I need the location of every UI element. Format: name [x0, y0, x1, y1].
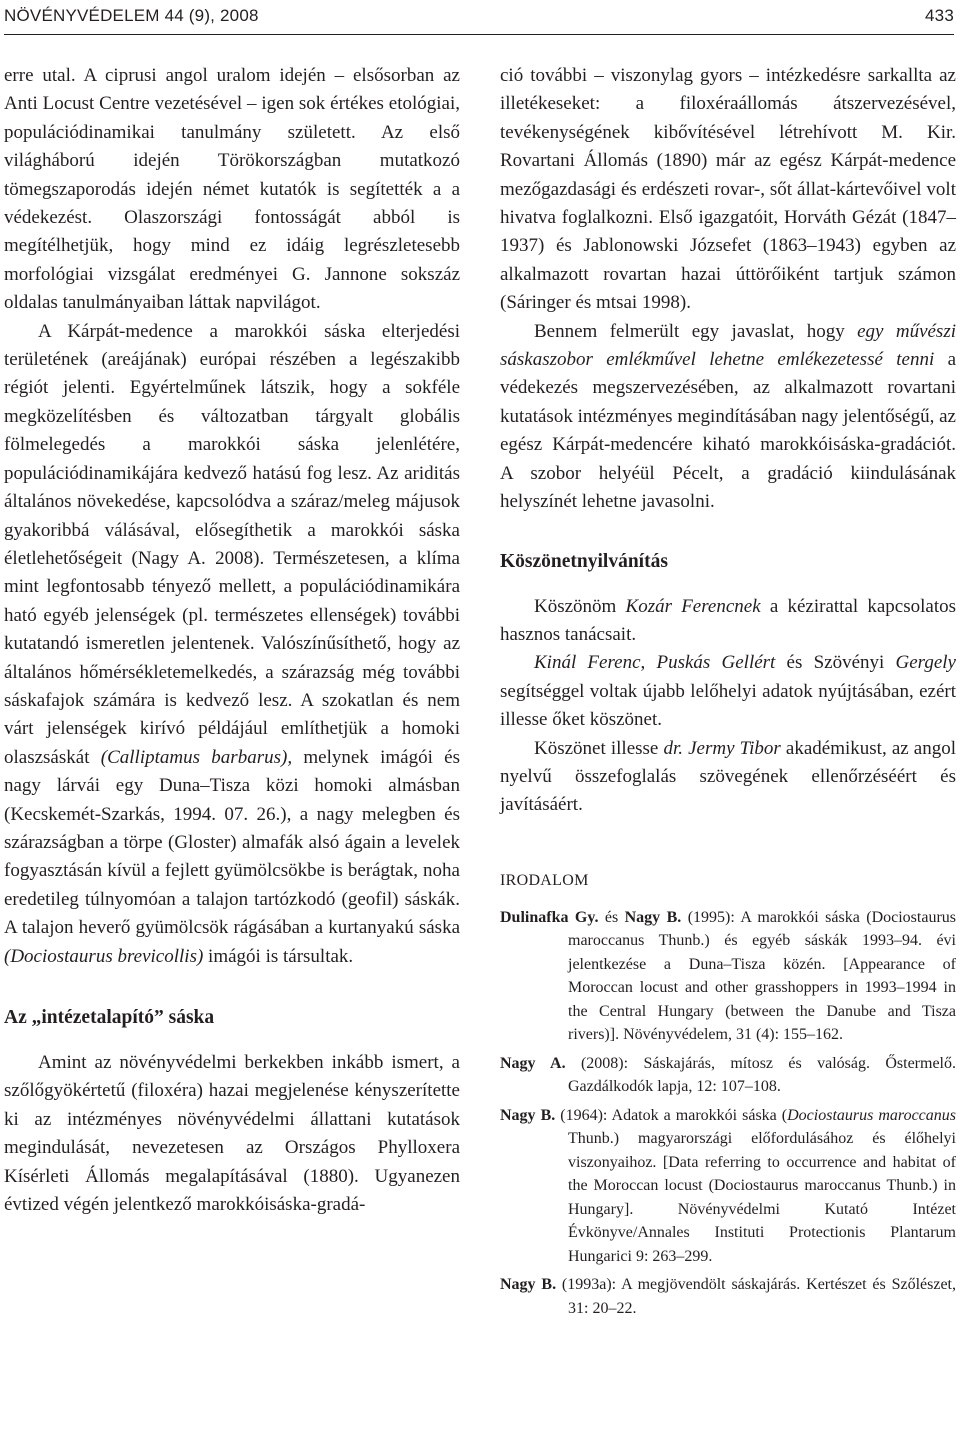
- reference-author: Nagy B.: [500, 1276, 557, 1294]
- text-span: segítséggel voltak újabb lelőhelyi adatok nyújtásában, ezért illesse őket köszönet.: [500, 680, 956, 731]
- ack-paragraph-2: [500, 649, 956, 734]
- text-span: akadémikust, az angol nyelvű összefoglalás szövegének ellenőrzéséért és javításáért.: [500, 737, 956, 816]
- acknowledgements-text: [500, 593, 956, 820]
- emphasis-text: egy művészi sáskaszobor emlékművel lehetne emlékezetessé tenni: [500, 320, 956, 371]
- reference-item: [500, 1104, 956, 1269]
- paragraph-continuation-right: [500, 62, 956, 318]
- person-name: Kinál Ferenc: [534, 652, 641, 674]
- reference-author: Nagy B.: [624, 908, 682, 926]
- text-span: (1995): A marokkói sáska (Dociostaurus maroccanus Thunb.) és egyéb sáskák 1993–94. évi jelentkezése a Duna–Tisza közén. [Appearance of Moroccan locust and other grasshoppers in 1993–1994 in the Central Hungary (between the Danube and Tisza rivers)]. Növényvédelem, 31 (4): 155–162.: [568, 908, 957, 1044]
- running-header: [4, 0, 954, 34]
- ack-paragraph-3: [500, 735, 956, 820]
- paragraph-continuation: [4, 62, 460, 318]
- text-span: a kézirattal kapcsolatos hasznos tanácsait.: [500, 595, 956, 645]
- reference-item: [500, 1273, 956, 1320]
- text-span: A Kárpát-medence a marokkói sáska elterjedési területének (areájának) európai részében a legészakibb régiót jelenti. Egyértelműnek látszik, hogy a sokféle megközelítésben és változatban tárgyalt globális fölmelegedés a marokkói sáska jelenlétére, populációdinamikájára kedvező hatású fog lesz. Az ariditás általános növekedése, kapcsolódva a száraz/meleg májusok gyakoribbá válásával, elősegíthetik a marokkói sáska életlehetőségeit (Nagy A. 2008). Természetesen, a klíma mint legfontosabb tényező mellett, a populációdinamikára ható egyéb jelenségek (pl. természetes ellenségek) további kutatandó ismeretlen jelentenek. Valószínűsíthető, hogy az általános hőmérsékletemelkedés, a szárazság még további sáskafajok számára is kedvező lesz. A szokatlan és nem várt jelenségek kirívó példájául említhetjük a homoki olaszsáskát: [4, 320, 460, 768]
- text-span: (1964): Adatok a marokkói sáska (: [555, 1106, 788, 1124]
- paragraph-institute-history: [4, 1049, 460, 1219]
- left-body-text: [4, 62, 460, 971]
- text-span: és: [598, 908, 625, 926]
- reference-author: Dulinafka Gy.: [500, 908, 599, 926]
- text-span: imágói is társultak.: [203, 945, 354, 967]
- left-column: [4, 62, 460, 1219]
- journal-citation: NÖVÉNYVÉDELEM 44 (9), 2008: [4, 6, 259, 25]
- text-span: Amint az növényvédelmi berkekben inkább ismert, a szőlőgyökértetű (filoxéra) hazai megjelenése kényszerítette ki az intézményes növényvédelmi állattani kutatások megindulását, nevezetesen az Országos Phylloxera Kísérleti Állomás megalapításával (1880). Ugyanezen évtized végén jelentkező marokkóisáska-gradá-: [4, 1052, 460, 1216]
- text-span: erre utal. A ciprusi angol uralom idején – elsősorban az Anti Locust Centre vezetésével – igen sok értékes etológiai, populációdinamikai tanulmány született. Az első világháború idején Törökországban mutatkozó tömegszaporodás idején német kutatók is segítették a a védekezést. Olaszországi fontosságát abból is megítélhetjük, hogy mind ez idáig legrészletesebb morfológiai vizsgálat eredményei G. Jannone sokszáz oldalas tanulmányaiban láttak napvilágot.: [4, 65, 460, 314]
- text-span: (1993a): A megjövendölt sáskajárás. Kertészet és Szőlészet, 31: 20–22.: [556, 1276, 956, 1317]
- section-heading-founder-locust: Az „intézetalapító” sáska: [4, 1007, 215, 1028]
- right-column: [500, 62, 956, 1325]
- species-name: (Dociostaurus brevicollis): [4, 945, 204, 967]
- text-span: Thunb.) magyarországi előfordulásához és élőhelyi viszonyaihoz. [Data referring to occurrence and habitat of the Moroccan locust (Dociostaurus maroccanus Thunb.) in Hungary]. Növényvédelmi Kutató Intézet Évkönyve/Annales Instituti Protectionis Plantarum Hungarici 9: 263–299.: [568, 1130, 956, 1265]
- text-span: Köszönöm: [534, 595, 626, 617]
- references-heading: IRODALOM: [500, 871, 589, 889]
- page-number: 433: [925, 6, 954, 25]
- person-name: Kozár Ferencnek: [625, 595, 761, 617]
- person-name: Gergely: [895, 652, 956, 674]
- reference-author: Nagy B.: [500, 1106, 556, 1124]
- paragraph-statue-proposal: [500, 318, 956, 517]
- reference-author: Nagy A.: [500, 1054, 566, 1072]
- right-body-text: [500, 62, 956, 517]
- species-name: Dociostaurus maroccanus: [787, 1106, 956, 1124]
- section-heading-acknowledgements: Köszönetnyilvánítás: [500, 550, 668, 572]
- text-span: Bennem felmerült egy javaslat, hogy: [534, 320, 858, 342]
- text-span: ció további – viszonylag gyors – intézkedésre sarkallta az illetékeseket: a filoxéraállomás átszervezésével, tevékenységének kibővítésével létrehívott M. Kir. Rovartani Állomás (1890) már az egész Kárpát-medence mezőgazdasági és erdészeti rovar-, sőt állat-kártevőivel volt hivatva foglalkozni. Első igazgatóit, Horváth Gézát (1847–1937) és Jablonowski Józsefet (1863–1943) egyben az alkalmazott rovartan hazai úttörőiként tartjuk számon (Sáringer és mtsai 1998).: [500, 65, 956, 314]
- ack-paragraph-1: [500, 593, 956, 650]
- text-span: és Szövényi: [775, 652, 896, 674]
- left-body-text-2: [4, 1049, 460, 1219]
- species-name: (Calliptamus barbarus),: [100, 746, 293, 768]
- text-span: Köszönet illesse: [534, 737, 664, 759]
- reference-item: [500, 906, 956, 1047]
- reference-item: [500, 1052, 956, 1099]
- reference-list: [500, 906, 956, 1321]
- text-span: ,: [640, 652, 657, 674]
- paragraph-carpathian-basin: [4, 318, 460, 971]
- text-span: (2008): Sáskajárás, mítosz és valóság. Őstermelő. Gazdálkodók lapja, 12: 107–108.: [565, 1054, 956, 1096]
- person-name: Puskás Gellért: [656, 652, 776, 674]
- person-name: dr. Jermy Tibor: [663, 737, 781, 759]
- header-rule: [4, 34, 954, 35]
- text-span: melynek imágói és nagy lárvái egy Duna–Tisza közi homoki almásban (Kecskemét-Szarkás, 1994. 07. 26.), a nagy melegben és szárazságban a törpe (Gloster) almafák alsó ágain a levelek fogyasztásán kívül a fejlett gyümölcsökbe is berágtak, noha eredetileg túlnyomóan a talajon tartózkodó (geofil) sáskák. A talajon heverő gyümölcsök rágásában a kurtanyakú sáska: [4, 746, 460, 939]
- text-span: a védekezés megszervezésében, az alkalmazott rovartani kutatások intézményes megindításában nagy jelentőségű, az egész Kárpát-medencére kiható marokkóisáska-gradációt. A szobor helyéül Pécelt, a gradáció kiindulásának helyszínét lehetne javasolni.: [500, 349, 956, 513]
